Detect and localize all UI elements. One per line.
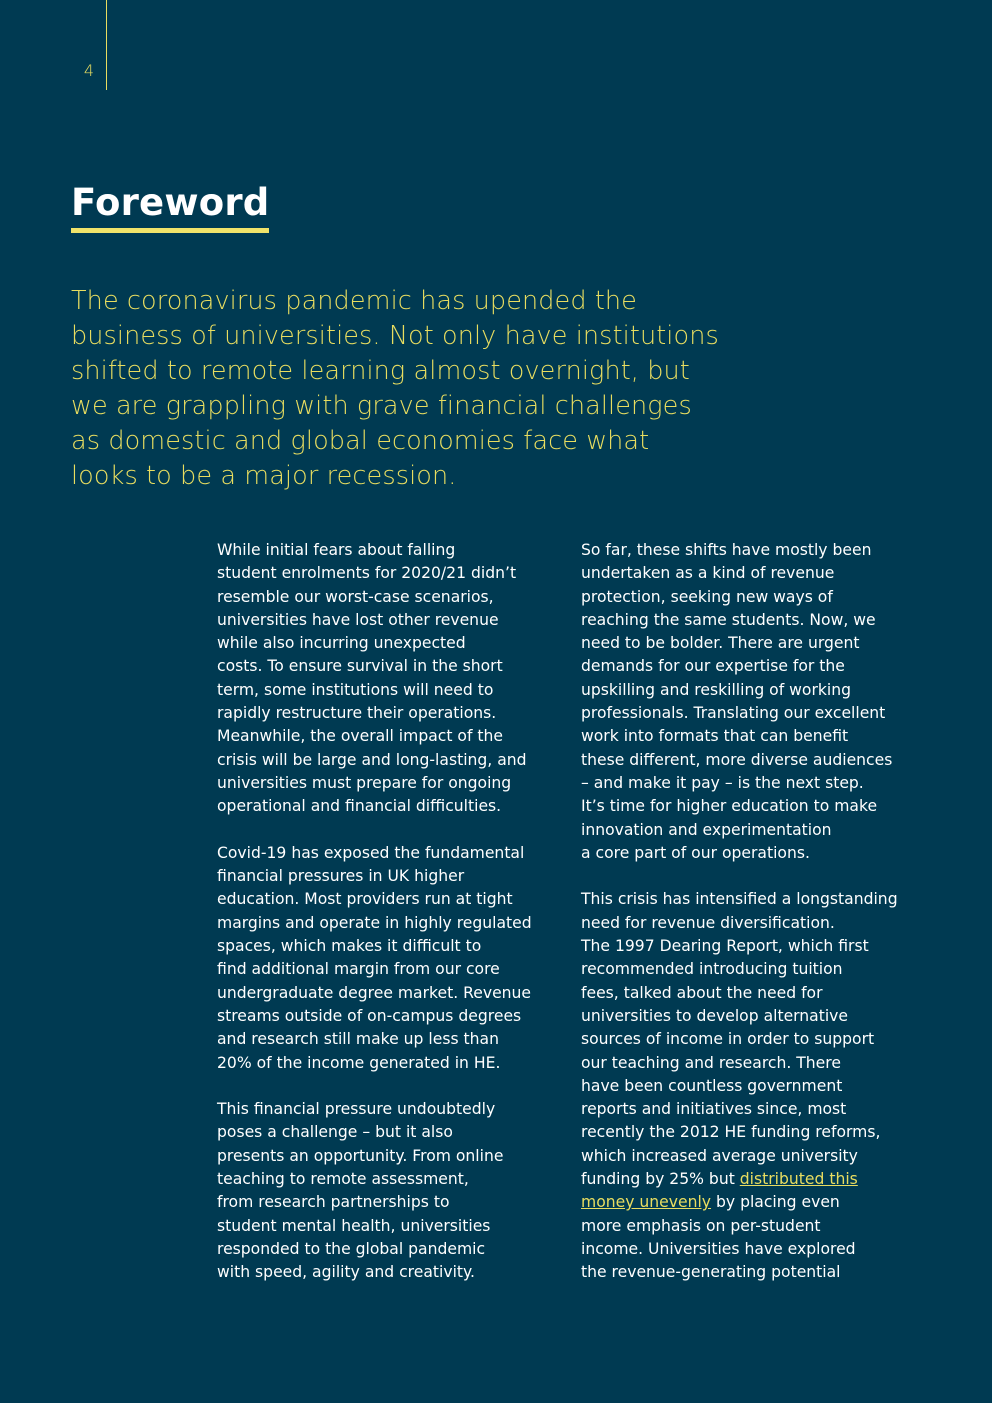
distributed-unevenly-link[interactable]: distributed this money unevenly (581, 1170, 858, 1212)
right-paragraph-2-text-after-link: by placing even more emphasis on per-student income. Universities have explored the revenue-generating potential (581, 1193, 856, 1282)
left-paragraph-3: This financial pressure undoubtedly poses a challenge – but it also presents an opportunity. From online teaching to remote assessment, from research partnerships to student mental health, universities responded to the global pandemic with speed, agility and creativity. (217, 1100, 504, 1282)
right-column (581, 539, 926, 1308)
left-paragraph-1: While initial fears about falling student enrolments for 2020/21 didn’t resemble our worst-case scenarios, universities have lost other revenue while also incurring unexpected costs. To ensure survival in the short term, some institutions will need to rapidly restructure their operations. Meanwhile, the overall impact of the crisis will be large and long-lasting, and universities must prepare for ongoing operational and financial difficulties. (217, 541, 527, 816)
title-underline (71, 228, 269, 233)
left-paragraph-2: Covid-19 has exposed the fundamental financial pressures in UK higher education. Most providers run at tight margins and operate in highly regulated spaces, which makes it difficult to find additional margin from our core undergraduate degree market. Revenue streams outside of on-campus degrees and research still make up less than 20% of the income generated in HE. (217, 843, 532, 1072)
page-number: 4 (83, 61, 95, 80)
right-paragraph-2 (581, 888, 926, 1284)
page-title: Foreword (71, 181, 270, 224)
lead-paragraph: The coronavirus pandemic has upended the business of universities. Not only have institutions shifted to remote learning almost overnight, but we are grappling with grave financial challenges as domestic and global economies face what looks to be a major recession. (71, 286, 719, 491)
left-column (217, 539, 562, 1308)
heading-block (71, 178, 269, 233)
right-paragraph-2-text-before-link: This crisis has intensified a longstanding need for revenue diversification. The 1997 Dearing Report, which first recommended introducing tuition fees, talked about the need for universities to develop alternative sources of income in order to support our teaching and research. There have been countless government reports and initiatives since, most recently the 2012 HE funding reforms, which increased average university funding by 25% but (581, 890, 898, 1189)
page-divider-line (106, 0, 107, 90)
right-paragraph-1: So far, these shifts have mostly been undertaken as a kind of revenue protection, seeking new ways of reaching the same students. Now, we need to be bolder. There are urgent demands for our expertise for the upskilling and reskilling of working professionals. Translating our excellent work into formats that can benefit these different, more diverse audiences – and make it pay – is the next step. It’s time for higher education to make innovation and experimentation a core part of our operations. (581, 541, 893, 862)
